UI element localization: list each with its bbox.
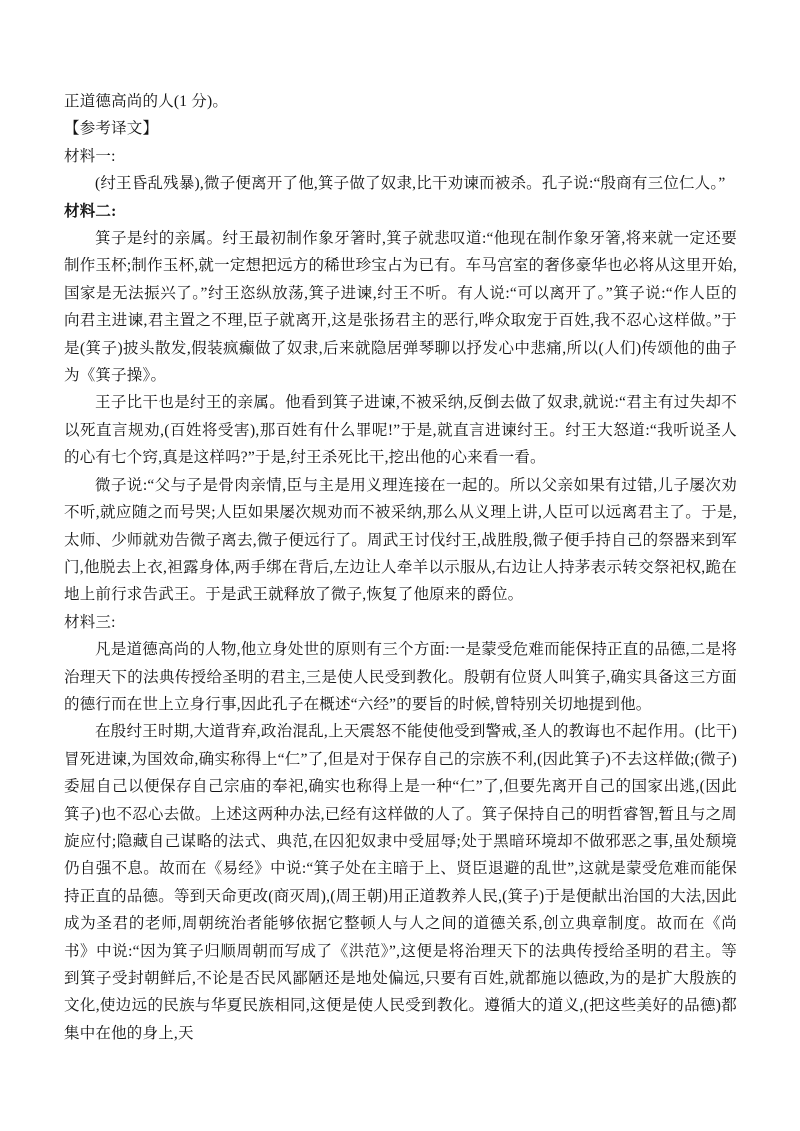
- material-2-paragraph-3: 微子说:“父与子是骨肉亲情,臣与主是用义理连接在一起的。所以父亲如果有过错,儿子屡次劝不听,就应随之而号哭;人臣如果屡次规劝而不被采纳,那么从义理上讲,人臣可以远离君主了。于是,太师、少师就劝告微子离去,微子便远行了。周武王讨伐纣王,战胜殷,微子便手持自己的祭器来到军门,他脱去上衣,袒露身体,两手绑在背后,左边让人牵羊以示服从,右边让人持茅表示转交祭祀权,跪在地上前行求告武王。于是武王就释放了微子,恢复了他原来的爵位。: [64, 476, 737, 604]
- material-3-paragraph-2: 在殷纣王时期,大道背弃,政治混乱,上天震怒不能使他受到警戒,圣人的教诲也不起作用。(比干)冒死进谏,为国效命,确实称得上“仁”了,但是对于保存自己的宗族不利,(因此箕子)不去这样做;(微子)委屈自己以便保存自己宗庙的奉祀,确实也称得上是一种“仁”了,但要先离开自己的国家出逃,(因此箕子)也不忍心去做。上述这两种办法,已经有这样做的人了。箕子保持自己的明哲睿智,暂且与之周旋应付;隐藏自己谋略的法式、典范,在囚犯奴隶中受屈辱;处于黑暗环境却不做邪恶之事,虽处颓境仍自强不息。故而在《易经》中说:“箕子处在主暗于上、贤臣退避的乱世”,这就是蒙受危难而能保持正直的品德。等到天命更改(商灭周),(周王朝)用正道教养人民,(箕子)于是便献出治国的大法,因此成为圣君的老师,周朝统治者能够依据它整顿人与人之间的道德关系,创立典章制度。故而在《尚书》中说:“因为箕子归顺周朝而写成了《洪范》”,这便是将治理天下的法典传授给圣明的君主。等到箕子受封朝鲜后,不论是否民风鄙陋还是地处偏远,只要有百姓,就都施以德政,为的是扩大殷族的文化,使边远的民族与华夏民族相同,这便是使人民受到教化。遵循大的道义,(把这些美好的品德)都集中在他的身上,天: [64, 723, 737, 1042]
- material-2-paragraph-1: 箕子是纣的亲属。纣王最初制作象牙箸时,箕子就悲叹道:“他现在制作象牙箸,将来就一定还要制作玉杯;制作玉杯,就一定想把远方的稀世珍宝占为已有。车马宫室的奢侈豪华也必将从这里开始,国家是无法振兴了。”纣王恣纵放荡,箕子进谏,纣王不听。有人说:“可以离开了。”箕子说:“作人臣的向君主进谏,君主置之不理,臣子就离开,这是张扬君主的恶行,哗众取宠于百姓,我不忍心这样做。”于是(箕子)披头散发,假装疯癫做了奴隶,后来就隐居弹琴聊以抒发心中悲痛,所以(人们)传颂他的曲子为《箕子操》。: [64, 230, 737, 385]
- material-2-label: 材料二:: [64, 202, 117, 220]
- material-3-paragraph-1: 凡是道德高尚的人物,他立身处世的原则有三个方面:一是蒙受危难而能保持正直的品德,二是将治理天下的法典传授给圣明的君主,三是使人民受到教化。殷朝有位贤人叫箕子,确实具备这三方面的德行而在世上立身行事,因此孔子在概述“六经”的要旨的时候,曾特别关切地提到他。: [64, 641, 737, 713]
- material-3-label: 材料三:: [64, 613, 116, 631]
- answer-tail-line: 正道德高尚的人(1 分)。: [64, 93, 229, 110]
- material-1-paragraph: (纣王昏乱残暴),微子便离开了他,箕子做了奴隶,比干劝谏而被杀。孔子说:“殷商有三位仁人。”: [95, 175, 726, 193]
- reference-translation-header: 【参考译文】: [64, 120, 159, 138]
- material-1-label: 材料一:: [64, 147, 116, 165]
- material-2-paragraph-2: 王子比干也是纣王的亲属。他看到箕子进谏,不被采纳,反倒去做了奴隶,就说:“君主有过失却不以死直言规劝,(百姓将受害),那百姓有什么罪呢!”于是,就直言进谏纣王。纣王大怒道:“我听说圣人的心有七个窍,真是这样吗?”于是,纣王杀死比干,挖出他的心来看一看。: [64, 394, 737, 467]
